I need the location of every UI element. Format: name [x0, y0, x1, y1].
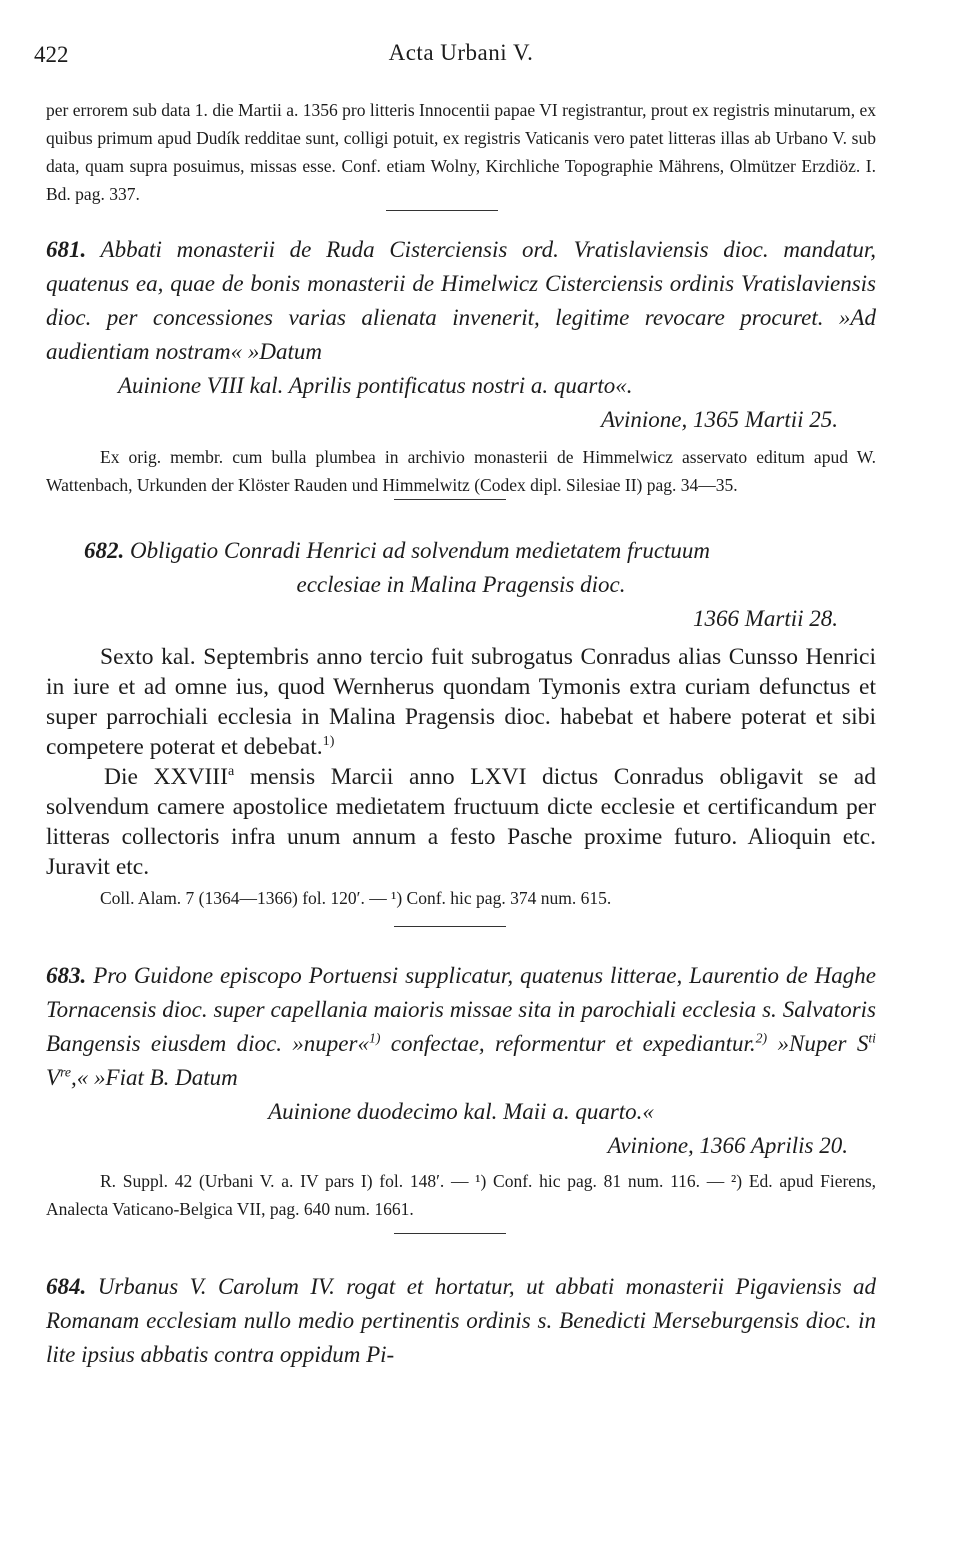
regest-text: Pro Guidone episcopo Portuensi supplicatur, quatenus litterae, Laurentio de Haghe Tornacensis dioc. super capellania maioris missae sita in parochiali ecclesia s. Salvatoris Bangensis eiusdem dioc. »nuper«: [46, 963, 877, 1056]
entry-683-regest-end: Auinione duodecimo kal. Maii a. quarto.«: [268, 1099, 654, 1124]
superscript: re: [60, 1064, 72, 1080]
entry-683: [46, 959, 876, 1234]
regest-text: confectae, reformentur et expediantur.: [380, 1031, 756, 1056]
entry-681: [46, 233, 876, 500]
entry-682-paragraph-1: [46, 642, 876, 762]
intro-note: per errorem sub data 1. die Martii a. 1356 pro litteris Innocentii papae VI registrantur, prout ex registris minutarum, ex quibus primum apud Dudík redditae sunt, colligi potuit, ex registris Vaticanis vero patet litteras illas ab Urbano V. sub data, quam supra posuimus, missas esse. Conf. etiam Wolny, Kirchliche Topographie Mährens, Olmützer Erzdiöz. I. Bd. pag. 337.: [46, 100, 876, 204]
entry-682-regest: [46, 534, 876, 568]
superscript: ti: [868, 1030, 876, 1046]
entry-681-date: Avinione, 1365 Martii 25.: [600, 407, 838, 432]
entry-683-date: Avinione, 1366 Aprilis 20.: [607, 1133, 848, 1158]
separator-rule: [386, 210, 498, 211]
separator-rule: [394, 1233, 506, 1234]
paragraph-text: mensis Marcii anno LXVI dictus Conradus obligavit se ad solvendum camere apostolice medietatem fructuum dicte ecclesie et certificandum per litteras collectoris infra unum annum a festo Pasche proxime futuro. Alioquin etc. Juravit etc.: [46, 764, 876, 880]
entry-682: [46, 534, 876, 927]
footnote-ref: 1): [368, 1030, 381, 1046]
entry-682-regest-line2: ecclesiae in Malina Pragensis dioc.: [296, 572, 626, 597]
entry-683-regest: [46, 959, 876, 1095]
regest-text: Obligatio Conradi Henrici ad solvendum medietatem fructuum: [130, 538, 711, 563]
entry-number: 684.: [46, 1274, 87, 1299]
entry-681-source: Ex orig. membr. cum bulla plumbea in archivio monasterii de Himmelwicz asservato editum apud W. Wattenbach, Urkunden der Klöster Rauden und Himmelwitz (Codex dipl. Silesiae II) pag. 34—35.: [46, 447, 876, 495]
footnote-ref: 2): [755, 1030, 768, 1046]
running-title: Acta Urbani V.: [388, 40, 534, 65]
regest-text: ,« »Fiat B. Datum: [71, 1065, 238, 1090]
page-header: [34, 38, 876, 78]
regest-text: Urbanus V. Carolum IV. rogat et hortatur, ut abbati monasterii Pigaviensis ad Romanam ecclesiam nullo medio pertinentis ordinis s. Benedicti Merseburgensis dioc. in lite ipsius abbatis contra oppidum Pi-: [46, 1274, 876, 1367]
footnote-ref: 1): [322, 733, 335, 750]
separator-rule: [394, 926, 506, 927]
entry-681-regest-end: Auinione VIII kal. Aprilis pontificatus nostri a. quarto«.: [118, 373, 633, 398]
regest-text: V: [46, 1065, 61, 1090]
entry-number: 683.: [46, 963, 87, 988]
page: [34, 38, 877, 1372]
entry-682-date: 1366 Martii 28.: [692, 606, 838, 631]
entry-number: 681.: [46, 237, 87, 262]
entry-682-source: Coll. Alam. 7 (1364—1366) fol. 120′. — ¹) Conf. hic pag. 374 num. 615.: [100, 888, 612, 908]
page-number: 422: [34, 42, 69, 67]
entry-683-source: R. Suppl. 42 (Urbani V. a. IV pars I) fol. 148′. — ¹) Conf. hic pag. 81 num. 116. — ²) Ed. apud Fierens, Analecta Vaticano-Belgica VII, pag. 640 num. 1661.: [46, 1171, 876, 1219]
paragraph-text: Die XXVIII: [104, 764, 228, 790]
regest-text: »Nuper S: [767, 1031, 869, 1056]
regest-text: Abbati monasterii de Ruda Cisterciensis ord. Vratislaviensis dioc. mandatur, quatenus ea, quae de bonis monasterii de Himelwicz Cisterciensis ordinis Vratislaviensis dioc. per concessiones varias alienata invenerit, legitime revocare procuret. »Ad audientiam nostram« »Datum: [46, 237, 876, 364]
separator-rule: [394, 499, 506, 500]
entry-684-regest: [46, 1270, 876, 1372]
entry-682-paragraph-2: [46, 762, 876, 882]
entry-number: 682.: [84, 538, 125, 563]
entry-684: [46, 1270, 876, 1372]
entry-681-regest: [46, 233, 876, 369]
superscript: a: [227, 763, 235, 780]
paragraph-text: Sexto kal. Septembris anno tercio fuit subrogatus Conradus alias Cunsso Henrici in iure et ad omne ius, quod Wernherus quondam Tymonis extra curiam defunctus et super parrochiali ecclesia in Malina Pragensis dioc. habebat et habere poterat et sibi competere poterat et debebat.: [46, 644, 876, 760]
